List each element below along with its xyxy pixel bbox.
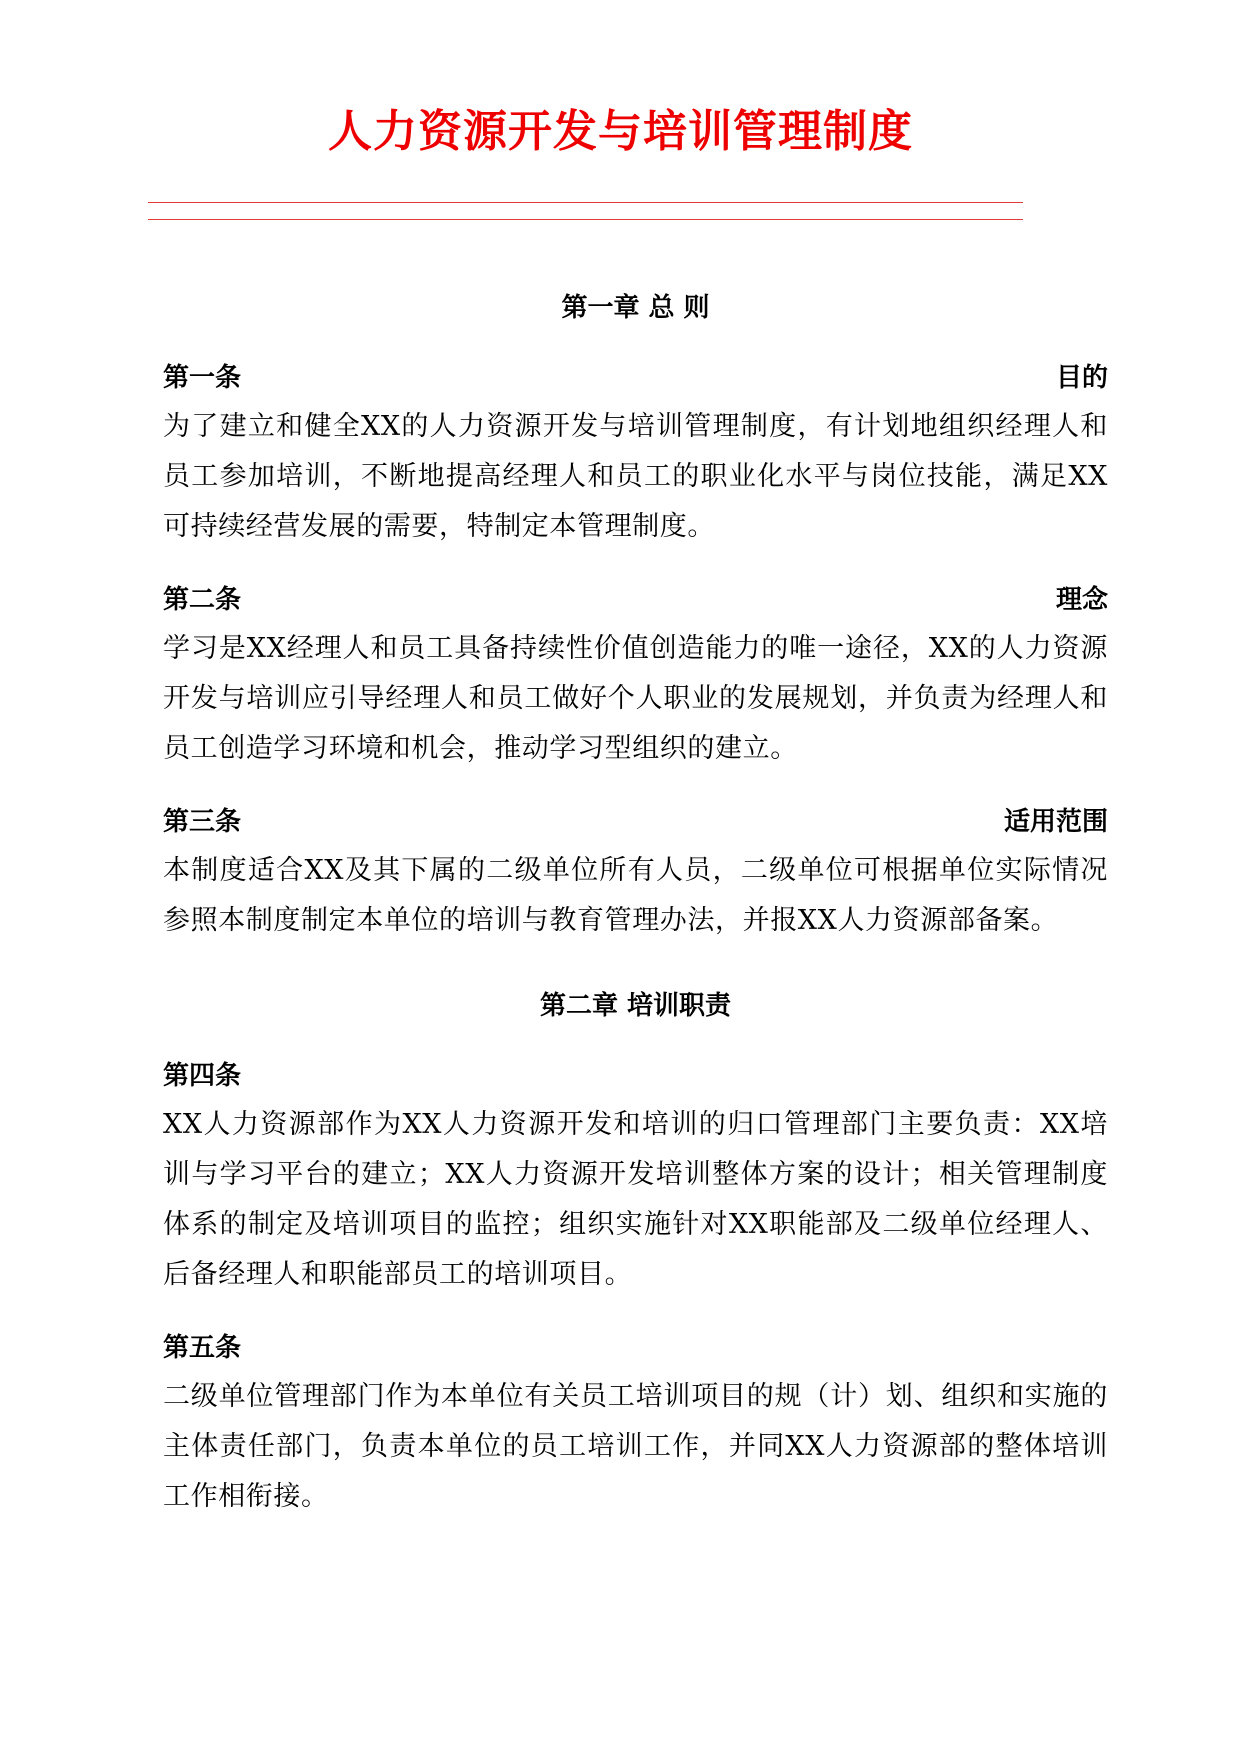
article-3-number: 第三条 [163,807,242,837]
chapter-2-title: 第二章 培训职责 [539,991,732,1021]
article-1 [163,358,1108,552]
article-4 [163,1056,1108,1300]
article-5 [163,1328,1108,1522]
article-3-heading: 适用范围 [1003,807,1108,837]
article-2-number: 第二条 [163,585,242,615]
article-2-header [163,580,1108,620]
article-1-body: 为了建立和健全XX的人力资源开发与培训管理制度，有计划地组织经理人和员工参加培训，不断地提高经理人和员工的职业化水平与岗位技能，满足XX可持续经营发展的需要，特制定本管理制度。 [163,411,1108,542]
article-2-heading: 理念 [1055,585,1108,615]
article-1-heading: 目的 [1055,363,1108,393]
article-5-number: 第五条 [163,1333,242,1363]
article-5-header [163,1328,1108,1368]
article-3 [163,802,1108,946]
article-2 [163,580,1108,774]
article-3-body: 本制度适合XX及其下属的二级单位所有人员，二级单位可根据单位实际情况参照本制度制定本单位的培训与教育管理办法，并报XX人力资源部备案。 [163,855,1108,936]
title-rule-top [148,202,1023,203]
article-4-number: 第四条 [163,1061,242,1091]
document-body [163,288,1108,1550]
article-1-number: 第一条 [163,363,242,393]
article-5-body: 二级单位管理部门作为本单位有关员工培训项目的规（计）划、组织和实施的主体责任部门，负责本单位的员工培训工作，并同XX人力资源部的整体培训工作相衔接。 [163,1381,1108,1512]
article-3-header [163,802,1108,842]
article-4-body: XX人力资源部作为XX人力资源开发和培训的归口管理部门主要负责：XX培训与学习平台的建立；XX人力资源开发培训整体方案的设计；相关管理制度体系的制定及培训项目的监控；组织实施针对XX职能部及二级单位经理人、后备经理人和职能部员工的培训项目。 [163,1109,1108,1290]
document-title: 人力资源开发与培训管理制度 [328,106,913,157]
article-2-body: 学习是XX经理人和员工具备持续性价值创造能力的唯一途径，XX的人力资源开发与培训应引导经理人和员工做好个人职业的发展规划，并负责为经理人和员工创造学习环境和机会，推动学习型组织的建立。 [163,633,1108,764]
article-1-header [163,358,1108,398]
title-rule-bottom [148,219,1023,220]
chapter-1-title: 第一章 总 则 [561,293,710,323]
article-4-header [163,1056,1108,1096]
